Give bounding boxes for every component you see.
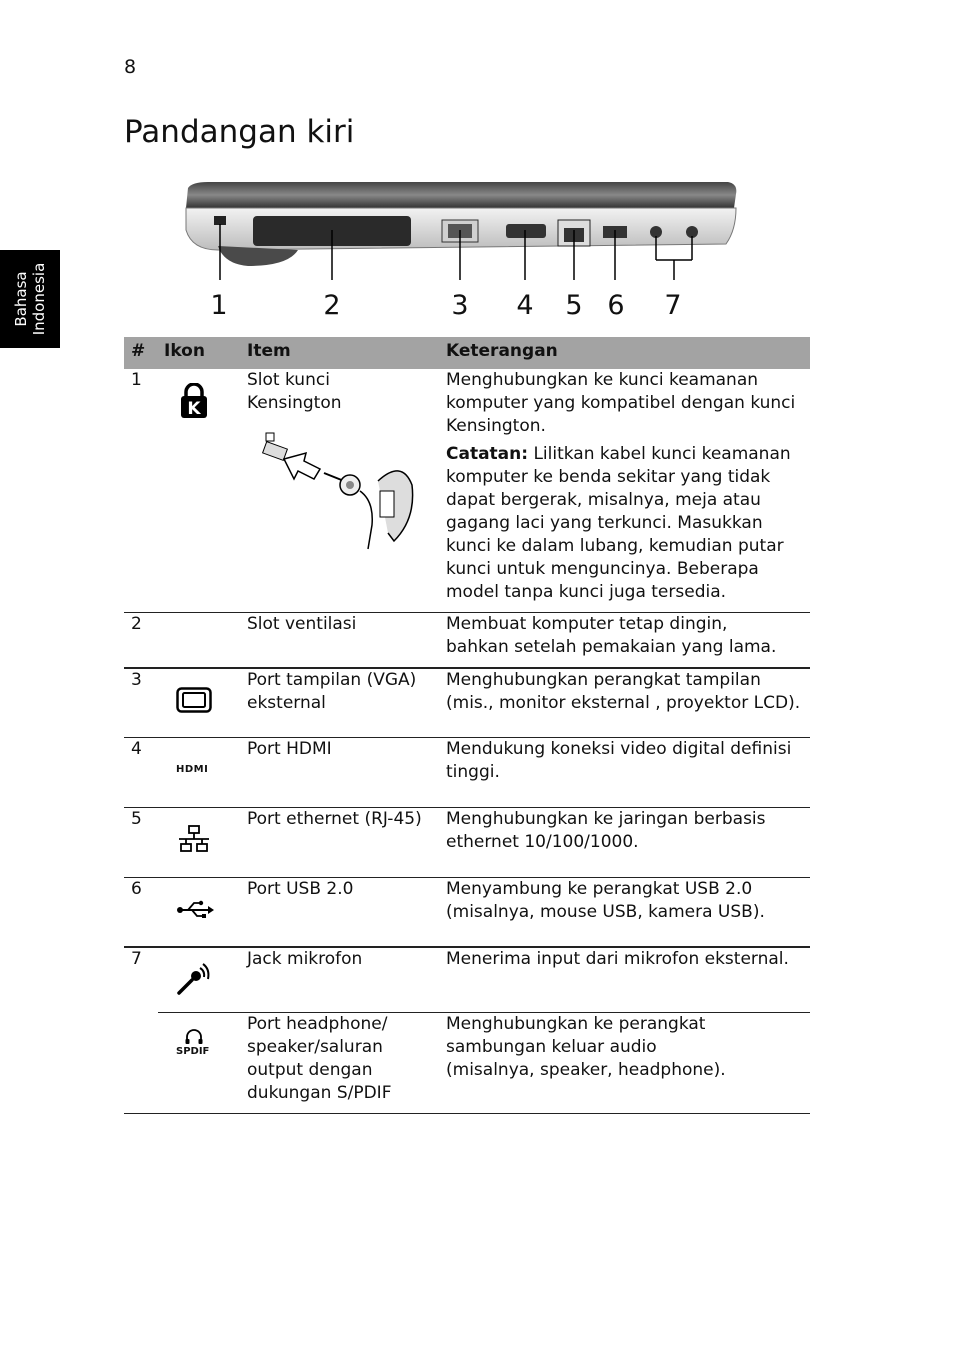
row-item <box>247 738 437 761</box>
item-line: speaker/saluran <box>247 1037 383 1057</box>
desc-line: Mendukung koneksi video digital definisi <box>446 739 792 759</box>
row-desc <box>446 613 808 659</box>
table-row <box>124 878 810 946</box>
desc-line: Menyambung ke perangkat USB 2.0 <box>446 879 753 899</box>
desc-line: bahkan setelah pemakaian yang lama. <box>446 637 777 657</box>
row-num: 1 <box>131 370 142 390</box>
row-desc <box>446 1013 808 1082</box>
row-item <box>247 948 437 971</box>
item-line: Slot ventilasi <box>247 614 357 634</box>
row-desc <box>446 808 808 854</box>
kensington-cable-illustration <box>254 429 424 551</box>
headphone-icon <box>184 1029 204 1045</box>
vga-port-icon <box>176 687 212 713</box>
svg-text:K: K <box>187 399 201 419</box>
row-num: 6 <box>131 879 142 899</box>
row-desc <box>446 369 808 604</box>
row-desc <box>446 738 808 784</box>
item-line: Slot kunci <box>247 370 330 390</box>
item-line: Kensington <box>247 393 342 413</box>
row-desc <box>446 669 808 715</box>
desc-line: ethernet 10/100/1000. <box>446 832 639 852</box>
row-num: 2 <box>131 614 142 634</box>
desc-line: Menghubungkan ke perangkat <box>446 1014 706 1034</box>
item-line: Port ethernet (RJ-45) <box>247 809 422 829</box>
row-desc <box>446 948 808 971</box>
usb-icon <box>176 898 214 918</box>
row-num: 5 <box>131 809 142 829</box>
callout-6: 6 <box>607 290 625 321</box>
callout-2: 2 <box>323 290 341 321</box>
microphone-icon <box>176 962 212 996</box>
side-tab-line1: Bahasa <box>12 271 30 327</box>
table-row <box>124 948 810 1012</box>
row-num: 3 <box>131 670 142 690</box>
callout-7: 7 <box>664 290 682 321</box>
header-desc: Keterangan <box>446 341 558 361</box>
row-item <box>247 369 437 415</box>
kensington-lock-icon <box>179 383 209 419</box>
table-row <box>124 613 810 667</box>
item-line: dukungan S/PDIF <box>247 1083 392 1103</box>
table-row <box>124 369 810 612</box>
table-row <box>124 669 810 737</box>
row-item <box>247 878 437 901</box>
note-first-line <box>446 443 808 466</box>
item-line: eksternal <box>247 693 326 713</box>
note-line: dapat bergerak, misalnya, meja atau <box>446 490 761 510</box>
row-item <box>247 613 437 636</box>
hdmi-icon: HDMI <box>176 764 209 775</box>
note-line: gagang laci yang terkunci. Masukkan <box>446 513 763 533</box>
table-row <box>124 808 810 877</box>
note-line: komputer ke benda sekitar yang tidak <box>446 467 771 487</box>
desc-line: Menghubungkan ke kunci keamanan <box>446 370 759 390</box>
page-number: 8 <box>124 56 137 78</box>
desc-line: Menghubungkan ke jaringan berbasis <box>446 809 766 829</box>
item-line: Port USB 2.0 <box>247 879 354 899</box>
note-line: model tanpa kunci juga tersedia. <box>446 582 727 602</box>
desc-line: tinggi. <box>446 762 500 782</box>
note-line: kunci untuk menguncinya. Beberapa <box>446 559 759 579</box>
table-bottom-rule <box>124 1113 810 1114</box>
ethernet-icon <box>178 825 210 853</box>
callout-5: 5 <box>565 290 583 321</box>
item-line: Port HDMI <box>247 739 332 759</box>
table-header <box>124 337 810 369</box>
row-item <box>247 669 437 715</box>
row-num: 4 <box>131 739 142 759</box>
callout-1: 1 <box>210 290 228 321</box>
item-line: Jack mikrofon <box>247 949 363 969</box>
row-item <box>247 808 437 831</box>
item-line: output dengan <box>247 1060 373 1080</box>
item-line: Port headphone/ <box>247 1014 388 1034</box>
row-item <box>247 1013 437 1105</box>
item-line: Port tampilan (VGA) <box>247 670 417 690</box>
desc-line: sambungan keluar audio <box>446 1037 657 1057</box>
note-line: kunci ke dalam lubang, kemudian putar <box>446 536 784 556</box>
header-icon: Ikon <box>164 341 205 361</box>
desc-line: Menerima input dari mikrofon eksternal. <box>446 949 789 969</box>
table-row <box>124 1013 810 1113</box>
header-item: Item <box>247 341 291 361</box>
kensington-slot <box>214 216 226 225</box>
laptop-left-side-illustration <box>178 180 758 280</box>
desc-line: komputer yang kompatibel dengan kunci <box>446 393 796 413</box>
callout-3: 3 <box>451 290 469 321</box>
desc-line: (misalnya, speaker, headphone). <box>446 1060 726 1080</box>
desc-line: (misalnya, mouse USB, kamera USB). <box>446 902 765 922</box>
desc-line: Membuat komputer tetap dingin, <box>446 614 728 634</box>
hdmi-connector <box>506 224 546 238</box>
desc-line: Kensington. <box>446 416 546 436</box>
table-row <box>124 738 810 807</box>
desc-line: (mis., monitor eksternal , proyektor LCD). <box>446 693 801 713</box>
callout-4: 4 <box>516 290 534 321</box>
callout-numbers <box>0 290 954 326</box>
row-desc <box>446 878 808 924</box>
row-num: 7 <box>131 949 142 969</box>
desc-line: Menghubungkan perangkat tampilan <box>446 670 761 690</box>
header-num: # <box>131 341 146 361</box>
note-label: Catatan: <box>446 444 529 464</box>
side-tab-line2: Indonesia <box>30 262 48 336</box>
spdif-label: SPDIF <box>176 1046 210 1057</box>
note-text: Lilitkan kabel kunci keamanan <box>528 444 791 464</box>
page-title: Pandangan kiri <box>124 114 355 150</box>
